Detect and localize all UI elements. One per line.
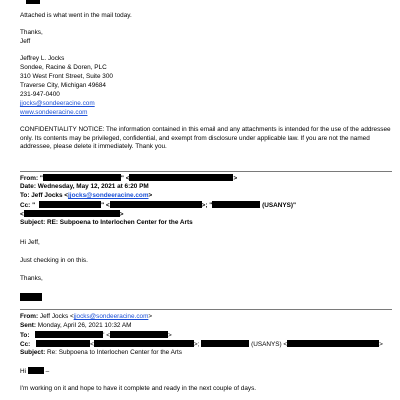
- signature-email-text[interactable]: jjocks@sondeeracine.com: [20, 100, 95, 107]
- cc-part1: ": [32, 202, 36, 209]
- from-tail: >: [148, 313, 153, 320]
- subject-value: Re: Subpoena to Interlochen Center for the Arts: [47, 349, 182, 356]
- cc-part3: >; ": [201, 202, 213, 209]
- confidentiality-notice: CONFIDENTIALITY NOTICE: The information contained in this email and any attachments is intended for the use of the addressee only. Its contents may be privileged, confidential, and exempt from disclosure under applicable law. If you are not the named addressee, please delete it immediately. Thank you.: [20, 126, 391, 151]
- cc-line2-close: >: [119, 211, 124, 218]
- first-email-closing-name: Jeff: [20, 38, 31, 45]
- signature-name: Jeffrey L. Jocks: [20, 55, 65, 62]
- from-quote-open: ": [39, 175, 43, 182]
- to-value: Jeff Jocks <: [31, 192, 69, 199]
- second-email-body: Just checking in on this.: [20, 257, 88, 264]
- to-label: To:: [20, 332, 30, 339]
- signature-address-line1: 310 West Front Street, Suite 300: [20, 73, 113, 80]
- to-mid: ' <: [103, 332, 110, 339]
- third-email-subject-row: [20, 349, 182, 358]
- redaction-box: [212, 201, 260, 208]
- from-email-link[interactable]: jjocks@sondeeracine.com: [73, 313, 149, 320]
- cc-part1: <: [90, 341, 94, 348]
- subject-label: Subject:: [20, 349, 46, 356]
- second-email-greeting: Hi Jeff,: [20, 239, 40, 246]
- third-email-body: I'm working on it and hope to have it complete and ready in the next couple of days.: [20, 385, 257, 392]
- subject-label: Subject:: [20, 219, 46, 226]
- redaction-box: [20, 293, 42, 301]
- third-email-greeting: [20, 367, 49, 377]
- signature-website-link[interactable]: [20, 109, 88, 118]
- signature-phone: 231-947-0400: [20, 91, 60, 98]
- redaction-box: [24, 210, 120, 217]
- greeting-prefix: Hi: [20, 368, 27, 375]
- signature-firm: Sondee, Racine & Doren, PLC: [20, 64, 107, 71]
- date-value: Wednesday, May 12, 2021 at 6:20 PM: [37, 183, 149, 190]
- redaction-box: [110, 201, 202, 208]
- redaction-box: [201, 340, 249, 347]
- third-email-sent-row: [20, 322, 131, 331]
- header-divider: [20, 309, 392, 310]
- cc-part3: (USANYS) <: [249, 341, 288, 348]
- email-document: [20, 0, 392, 400]
- first-email-closing: Thanks,: [20, 29, 43, 36]
- second-email-signature: [20, 293, 42, 304]
- redaction-box: [36, 340, 90, 347]
- second-email-subject-row: [20, 219, 193, 228]
- signature-email-link[interactable]: [20, 100, 95, 109]
- second-email-to-row: [20, 192, 152, 201]
- redaction-box: [110, 331, 168, 338]
- redaction-box: [43, 174, 121, 181]
- third-email-from-row: [20, 313, 152, 322]
- cc-part4: (USANYS)": [260, 202, 297, 209]
- first-email-intro: Attached is what went in the mail today.: [20, 12, 132, 19]
- subject-value: RE: Subpoena to Interlochen Center for the Arts: [47, 219, 193, 226]
- to-tail: >: [167, 332, 172, 339]
- redaction-box: [94, 340, 194, 347]
- greeting-suffix: –: [43, 368, 50, 375]
- second-email-closing: Thanks,: [20, 275, 43, 282]
- redaction-box: [28, 367, 44, 374]
- sent-value: Monday, April 26, 2021 10:32 AM: [37, 322, 132, 329]
- top-cut-line: [20, 0, 40, 7]
- to-label: To:: [20, 192, 30, 199]
- from-label: From:: [20, 313, 39, 320]
- sent-label: Sent:: [20, 322, 36, 329]
- from-tail: >: [233, 175, 238, 182]
- from-label: From:: [20, 175, 39, 182]
- signature-address-line2: Traverse City, Michigan 49684: [20, 82, 106, 89]
- cc-part2: " <: [101, 202, 110, 209]
- second-email-date-row: [20, 183, 149, 192]
- from-value: Jeff Jocks <: [39, 313, 74, 320]
- redaction-box: [129, 174, 233, 181]
- redaction-box: [39, 201, 101, 208]
- redaction-box: [287, 340, 379, 347]
- from-quote-close: " <: [120, 175, 130, 182]
- cc-label: Cc:: [20, 202, 31, 209]
- to-tail: >: [148, 192, 153, 199]
- cc-part2: >;: [193, 341, 200, 348]
- date-label: Date:: [20, 183, 36, 190]
- header-divider: [20, 171, 392, 172]
- cc-part4: >: [379, 341, 383, 348]
- redaction-box: [26, 0, 40, 4]
- redaction-box: [35, 331, 103, 338]
- cc-label: Cc:: [20, 341, 31, 348]
- cc-line2-open: <: [20, 211, 24, 218]
- signature-website-text[interactable]: www.sondeeracine.com: [20, 109, 88, 116]
- to-email-link[interactable]: jjocks@sondeeracine.com: [68, 192, 149, 199]
